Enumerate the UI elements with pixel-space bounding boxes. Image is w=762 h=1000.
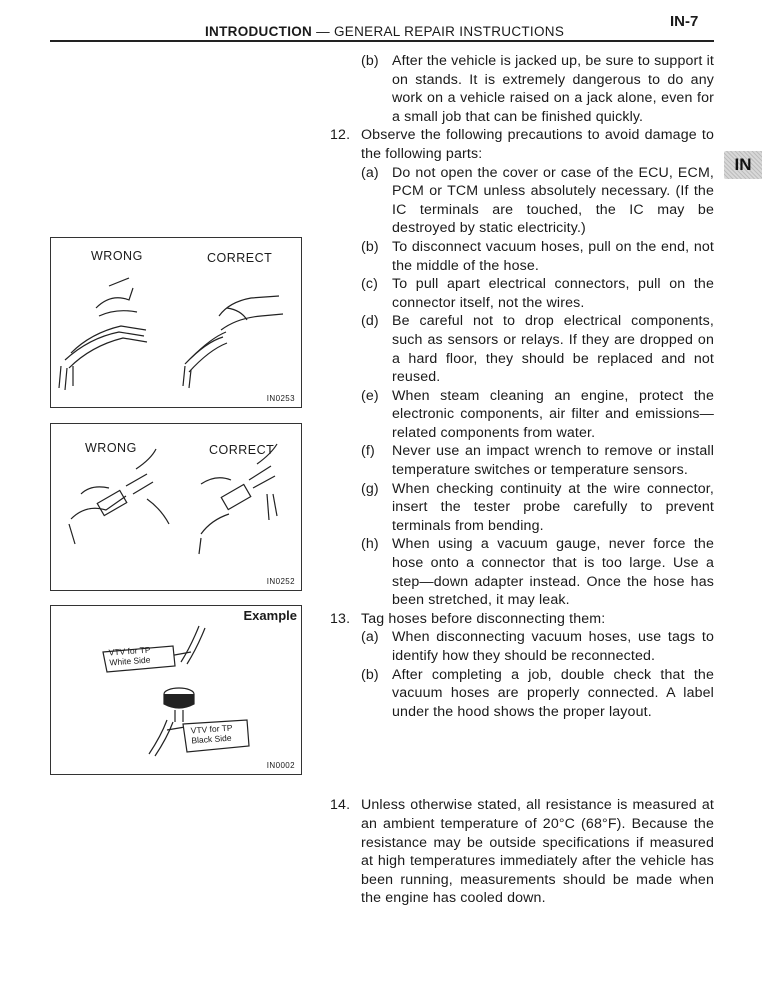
header-divider [50,40,714,42]
sub-text: After the vehicle is jacked up, be sure to support it on stands. It is extremely dangerous to do any work on a vehicle raised on a jack alone, even for a small job that can be finished quickly. [392,53,714,125]
header-dash: — [312,24,334,39]
sub-label: (f) [361,443,375,460]
item-14 [330,796,714,908]
tag-top-line-2: White Side [109,654,151,668]
tag-top [108,645,151,668]
sub-text: When checking continuity at the wire connector, insert the tester probe carefully to prevent terminals from bending. [392,480,714,534]
page-number: IN-7 [670,13,699,30]
figure-code: IN0252 [266,577,295,586]
item-number: 14. [330,797,351,814]
sub-item [361,666,714,722]
sub-text: Do not open the cover or case of the ECU, ECM, PCM or TCM unless absolutely necessary. (If the IC terminals are touched, the IC may be destroyed by static electricity.) [392,164,714,237]
sub-label: (d) [361,313,379,330]
item-12 [330,126,714,163]
sub-label: (b) [361,666,379,683]
sub-item [361,442,714,479]
sub-text: To pull apart electrical connectors, pull on the connector itself, not the wires. [392,276,714,311]
correct-label: CORRECT [207,251,273,265]
item-13 [330,610,714,629]
sub-label: (g) [361,480,379,497]
subsection-title: GENERAL REPAIR INSTRUCTIONS [334,24,565,39]
sub-item [361,480,714,536]
sub-label: (h) [361,536,379,553]
sub-label: (b) [361,53,379,69]
correct-label: CORRECT [209,443,275,457]
tag-top-line-1: VTV for TP [108,644,151,658]
sub-text: To disconnect vacuum hoses, pull on the end, not the middle of the hose. [392,238,714,274]
item-text: Tag hoses before disconnecting them: [361,610,606,627]
tag-bottom-line-1: VTV for TP [190,722,233,736]
sub-label: (b) [361,238,379,255]
sub-text: Be careful not to drop electrical components, such as sensors or relays. If they are dropped on a hard floor, they should be replaced and not reused. [392,313,714,386]
main-text [330,52,714,908]
sub-item [361,535,714,609]
tag-bottom-line-2: Black Side [191,732,232,746]
sub-item [361,275,714,312]
item-text: Unless otherwise stated, all resistance is measured at an ambient temperature of 20°C (68°F). Because the resistance may be outside specifications if measured at high temperatures immediately after the vehicle has been running, measurements should be made when the engine has cooled down. [361,797,714,907]
sub-label: (a) [361,164,379,181]
figure-connector [50,423,302,591]
example-caption: Example [243,608,297,623]
sub-item [361,387,714,443]
sub-item [361,164,714,238]
figure-tag-hoses [50,605,302,775]
item-number: 13. [330,610,351,627]
sub-label: (e) [361,387,379,404]
section-tab: IN [724,151,762,179]
item-11b [361,52,714,126]
figure-vacuum-hose [50,237,302,408]
section-title: INTRODUCTION [205,24,313,39]
item-13-subs [361,628,714,721]
sub-label: (c) [361,276,378,293]
item-text: Observe the following precautions to avoid damage to the following parts: [361,127,714,162]
figure-code: IN0253 [266,394,295,403]
tag-hoses-illustration [51,606,303,776]
sub-text: When disconnecting vacuum hoses, use tags to identify how they should be reconnected. [392,629,714,664]
sub-text: When using a vacuum gauge, never force the hose onto a connector that is too large. Use a step—down adapter instead. Once the hose has been stretched, it may leak. [392,536,714,609]
tag-bottom [190,723,233,746]
sub-item [361,628,714,665]
page-header-title [205,24,564,39]
sub-text: When steam cleaning an engine, protect the electronic components, air filter and emissions—related components from water. [392,387,714,441]
sub-text: Never use an impact wrench to remove or install temperature switches or temperature sensors. [392,443,714,479]
item-12-subs [361,164,714,610]
sub-label: (a) [361,629,379,646]
wrong-label: WRONG [91,249,143,263]
item-number: 12. [330,127,351,144]
wrong-label: WRONG [85,441,137,455]
sub-text: After completing a job, double check that the vacuum hoses are properly connected. A label under the hood shows the proper layout. [392,666,714,720]
sub-item [361,238,714,275]
sub-item [361,312,714,386]
figure-code: IN0002 [266,761,295,770]
